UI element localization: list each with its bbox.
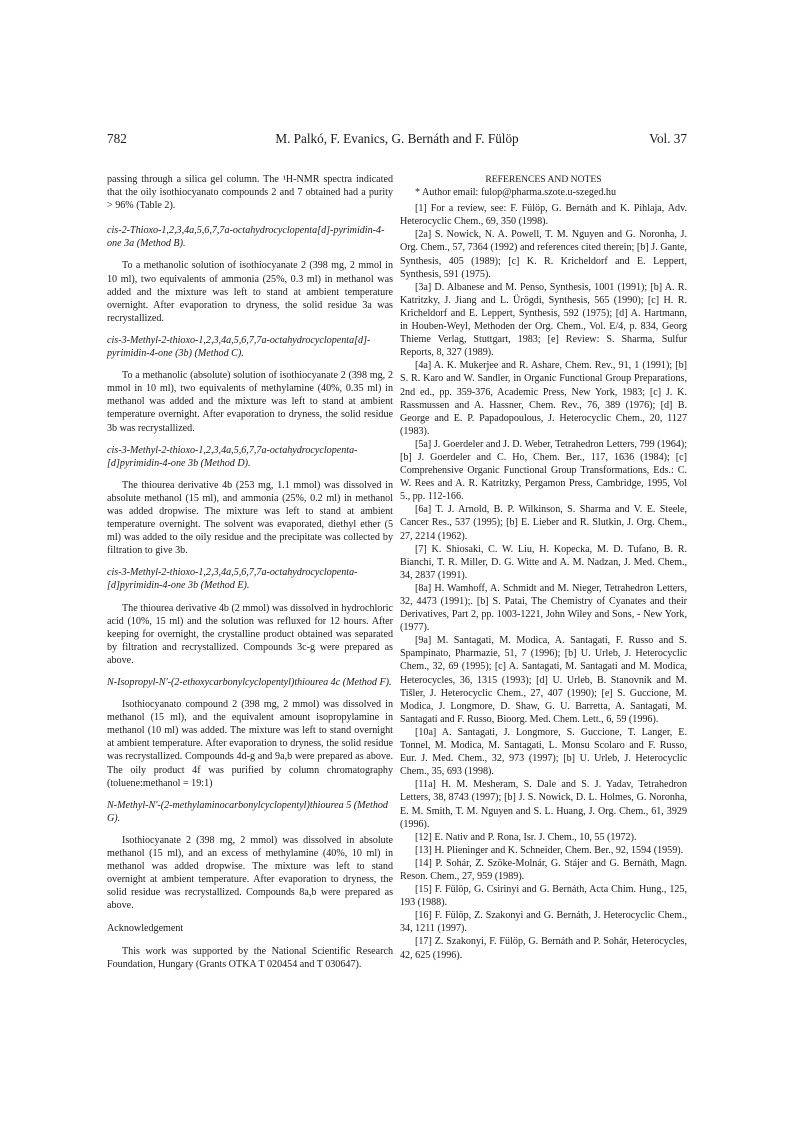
- reference-entry: [2a] S. Nowick, N. A. Powell, T. M. Nguyen and G. Noronha, J. Org. Chem., 57, 7364 (1992) and references cited therein; [b] J. Gante, Synthesis, 405 (1989); [c] K. R. Kricheldorf and E. Leppert, Synthesis, 591 (1975).: [400, 229, 687, 280]
- method-g-text: Isothiocyanate 2 (398 mg, 2 mmol) was dissolved in absolute methanol (15 ml), and an excess of methylamine (40%, 10 ml) in methanol was added dropwise. The mixture was left to stand overnight at ambient temperature. After evaporation to dryness, the solid residue was recrystallized. Compounds 8a,b were prepared as above.: [107, 834, 393, 912]
- reference-entry: [8a] H. Wamhoff, A. Schmidt and M. Nieger, Tetrahedron Letters, 32, 4473 (1991);. [b] S. Patai, The Chemistry of Cyanates and their Derivatives, Part 2, pp. 1003-1221, John Wiley and Sons, - New York, (1977).: [400, 582, 687, 634]
- reference-entry: [7] K. Shiosaki, C. W. Liu, H. Kopecka, M. D. Tufano, B. R. Bianchi, T. R. Miller, D. G. Witte and A. M. Nadzan, J. Med. Chem., 34, 2837 (1991).: [400, 543, 687, 581]
- reference-entry: [17] Z. Szakonyi, F. Fülöp, G. Bernáth and P. Sohár, Heterocycles, 42, 625 (1996).: [400, 936, 687, 961]
- reference-entry: [15] F. Fülöp, G. Csirinyi and G. Bernáth, Acta Chim. Hung., 125, 193 (1988).: [400, 884, 687, 909]
- reference-entry: [11a] H. M. Mesheram, S. Dale and S. J. Yadav, Tetrahedron Letters, 38, 8743 (1997); [b] J. S. Nowick, D. L. Holmes, G. Noronha, E. M. Smith, T. M. Nguyen and S. L. Huang, J. Org. Chem., 61, 3929 (1996).: [400, 779, 687, 830]
- acknowledgement-heading: Acknowledgement: [107, 922, 184, 934]
- method-e-text: The thiourea derivative 4b (2 mmol) was dissolved in hydrochloric acid (10%, 15 ml) and the solution was refluxed for 12 hours. After keeping for overnight, the crystalline product obtained was separated by filtration and recrystallized. Compounds 3c-g were prepared as above.: [107, 602, 393, 666]
- volume-label: Vol. 37: [649, 131, 687, 146]
- reference-list: [400, 202, 687, 961]
- author-email: * Author email: fulop@pharma.szote.u-szeged.hu: [415, 187, 617, 199]
- intro-paragraph: passing through a silica gel column. The ¹H-NMR spectra indicated that the oily isothiocyanato compounds 2 and 7 obtained had a purity > 96% (Table 2).: [107, 174, 393, 212]
- page-number: 782: [107, 131, 127, 146]
- method-g-heading: N-Methyl-N'-(2-methylaminocarbonylcyclopentyl)thiourea 5 (Method G).: [107, 799, 388, 824]
- method-f-text: Isothiocyanato compound 2 (398 mg, 2 mmol) was dissolved in methanol (15 ml), and the equivalent amount isopropylamine in methanol (10 ml) was added. The mixture was left to stand overnight at ambient temperature. After evaporation to dryness, the solid residue was recrystallized. Compounds 4d-g and 9a,b were prepared as above. The oily product 4f was purified by column chromatography (toluene:methanol = 19:1): [107, 699, 393, 789]
- running-title: M. Palkó, F. Evanics, G. Bernáth and F. Fülöp: [275, 131, 519, 146]
- reference-entry: [12] E. Nativ and P. Rona, Isr. J. Chem., 10, 55 (1972).: [415, 831, 637, 843]
- reference-entry: [14] P. Sohár, Z. Szöke-Molnár, G. Stájer and G. Bernáth, Magn. Reson. Chem., 27, 959 (1989).: [400, 857, 687, 882]
- method-e-heading: cis-3-Methyl-2-thioxo-1,2,3,4a,5,6,7,7a-octahydrocyclopenta-[d]pyrimidin-4-one 3b (Method E).: [107, 567, 358, 592]
- references-heading: REFERENCES AND NOTES: [485, 174, 602, 185]
- reference-entry: [3a] D. Albanese and M. Penso, Synthesis, 1001 (1991); [b] A. R. Katritzky, J. Jiang and L. Ürögdi, Synthesis, 565 (1990); [c] H. R. Kricheldorf and E. Leppert, Synthesis, 592 (1975); [d] A. Hartmann, in Houben-Weyl, Methoden der Org. Chem., Vol. E/4, p. 834, Georg Thieme Verlag, Stuttgart, 1983; [e] Review: S. Sharma, Sulfur Reports, 8, 327 (1989).: [400, 281, 687, 359]
- reference-entry: [16] F. Fülöp, Z. Szakonyi and G. Bernáth, J. Heterocyclic Chem., 34, 1211 (1997).: [400, 910, 687, 935]
- method-c-text: To a methanolic (absolute) solution of isothiocyanate 2 (398 mg, 2 mmol in 10 ml), two equivalents of methylamine (40%, 0.35 ml) in methanol was added and the mixture was left to stand at ambient temperature overnight. After evaporation to dryness, the solid residue 3b was recrystallized.: [107, 370, 393, 434]
- method-b-text: To a methanolic solution of isothiocyanate 2 (398 mg, 2 mmol in 10 ml), two equivalents of ammonia (25%, 0.3 ml) in methanol was added and the mixture was left to stand at ambient temperature overnight. After evaporation to dryness, the solid residue 3a was recrystallized.: [107, 260, 393, 324]
- method-d-text: The thiourea derivative 4b (253 mg, 1.1 mmol) was dissolved in absolute methanol (15 ml), and ammonia (25%, 0.2 ml) in methanol was added dropwise. The mixture was left to stand at ambient temperature overnight. The solvent was evaporated, diethyl ether (5 ml) was added to the oily residue and the precipitate was collected by filtration to give 3b.: [107, 479, 393, 557]
- method-f-heading: N-Isopropyl-N'-(2-ethoxycarbonylcyclopentyl)thiourea 4c (Method F).: [107, 677, 392, 688]
- left-column: [107, 173, 393, 980]
- reference-entry: [9a] M. Santagati, M. Modica, A. Santagati, F. Russo and S. Spampinato, Pharmazie, 51, 7 (1996); [b] U. Urleb, J. Heterocyclic Chem., 32, 69 (1995); [c] A. Santagati, M. Santagati and M. Modica, Heterocycles, 36, 1315 (1993); [d] U. Urleb, B. Stanovnik and M. Tišler, J. Heterocyclic Chem., 27, 407 (1990); [e] S. Guccione, M. Modica, J. Longmore, D. Shaw, G. U. Barretta, A. Santagati, M. Santagati and F. Russo, Bioorg. Med. Chem. Lett., 6, 59 (1996).: [400, 635, 687, 725]
- references-column: [400, 173, 687, 962]
- method-d-heading: cis-3-Methyl-2-thioxo-1,2,3,4a,5,6,7,7a-octahydrocyclopenta-[d]pyrimidin-4-one 3b (Method D).: [107, 444, 358, 469]
- reference-entry: [5a] J. Goerdeler and J. D. Weber, Tetrahedron Letters, 799 (1964); [b] J. Goerdeler and C. Ho, Chem. Ber., 117, 1636 (1984); [c] Comprehensive Organic Functional Group Transformations, Eds.: C. W. Rees and A. R. Katritzky, Pergamon Press, Cambridge, 1995, Vol 5., pp. 112-166.: [400, 438, 687, 503]
- acknowledgement-text: This work was supported by the National Scientific Research Foundation, Hungary (Grants OTKA T 020454 and T 030647).: [107, 945, 393, 970]
- page-header: [107, 131, 687, 151]
- method-c-heading: cis-3-Methyl-2-thioxo-1,2,3,4a,5,6,7,7a-octahydrocyclopenta[d]-pyrimidin-4-one (3b) (Method C).: [107, 334, 371, 360]
- reference-entry: [10a] A. Santagati, J. Longmore, S. Guccione, T. Langer, E. Tonnel, M. Modica, M. Santagati, L. Monsu Scolaro and F. Russo, Eur. J. Med. Chem., 32, 973 (1997); [b] U. Urleb, J. Heterocyclic Chem., 35, 693 (1998).: [400, 726, 687, 778]
- reference-entry: [1] For a review, see: F. Fülöp, G. Bernáth and K. Pihlaja, Adv. Heterocyclic Chem., 69, 350 (1998).: [400, 203, 687, 228]
- reference-entry: [6a] T. J. Arnold, B. P. Wilkinson, S. Sharma and V. E. Steele, Cancer Res., 537 (1995); [b] E. Lieber and R. Slutkin, J. Org. Chem., 27, 2214 (1962).: [400, 504, 687, 542]
- reference-entry: [13] H. Plieninger and K. Schneider, Chem. Ber., 92, 1594 (1959).: [415, 844, 684, 856]
- reference-entry: [4a] A. K. Mukerjee and R. Ashare, Chem. Rev., 91, 1 (1991); [b] S. R. Karo and W. Sandler, in Organic Functional Group Preparations, 2nd ed., pp. 359-376, Academic Press, New York, 1983; [c] J. K. Rassmussen and A. Hassner, Chem. Rev., 76, 389 (1976); [d] B. George and E. P. Papadopoulous, J. Heterocyclic Chem., 20, 1127 (1983).: [400, 360, 687, 437]
- method-b-heading: cis-2-Thioxo-1,2,3,4a,5,6,7,7a-octahydrocyclopenta[d]-pyrimidin-4-one 3a (Method B).: [107, 225, 385, 250]
